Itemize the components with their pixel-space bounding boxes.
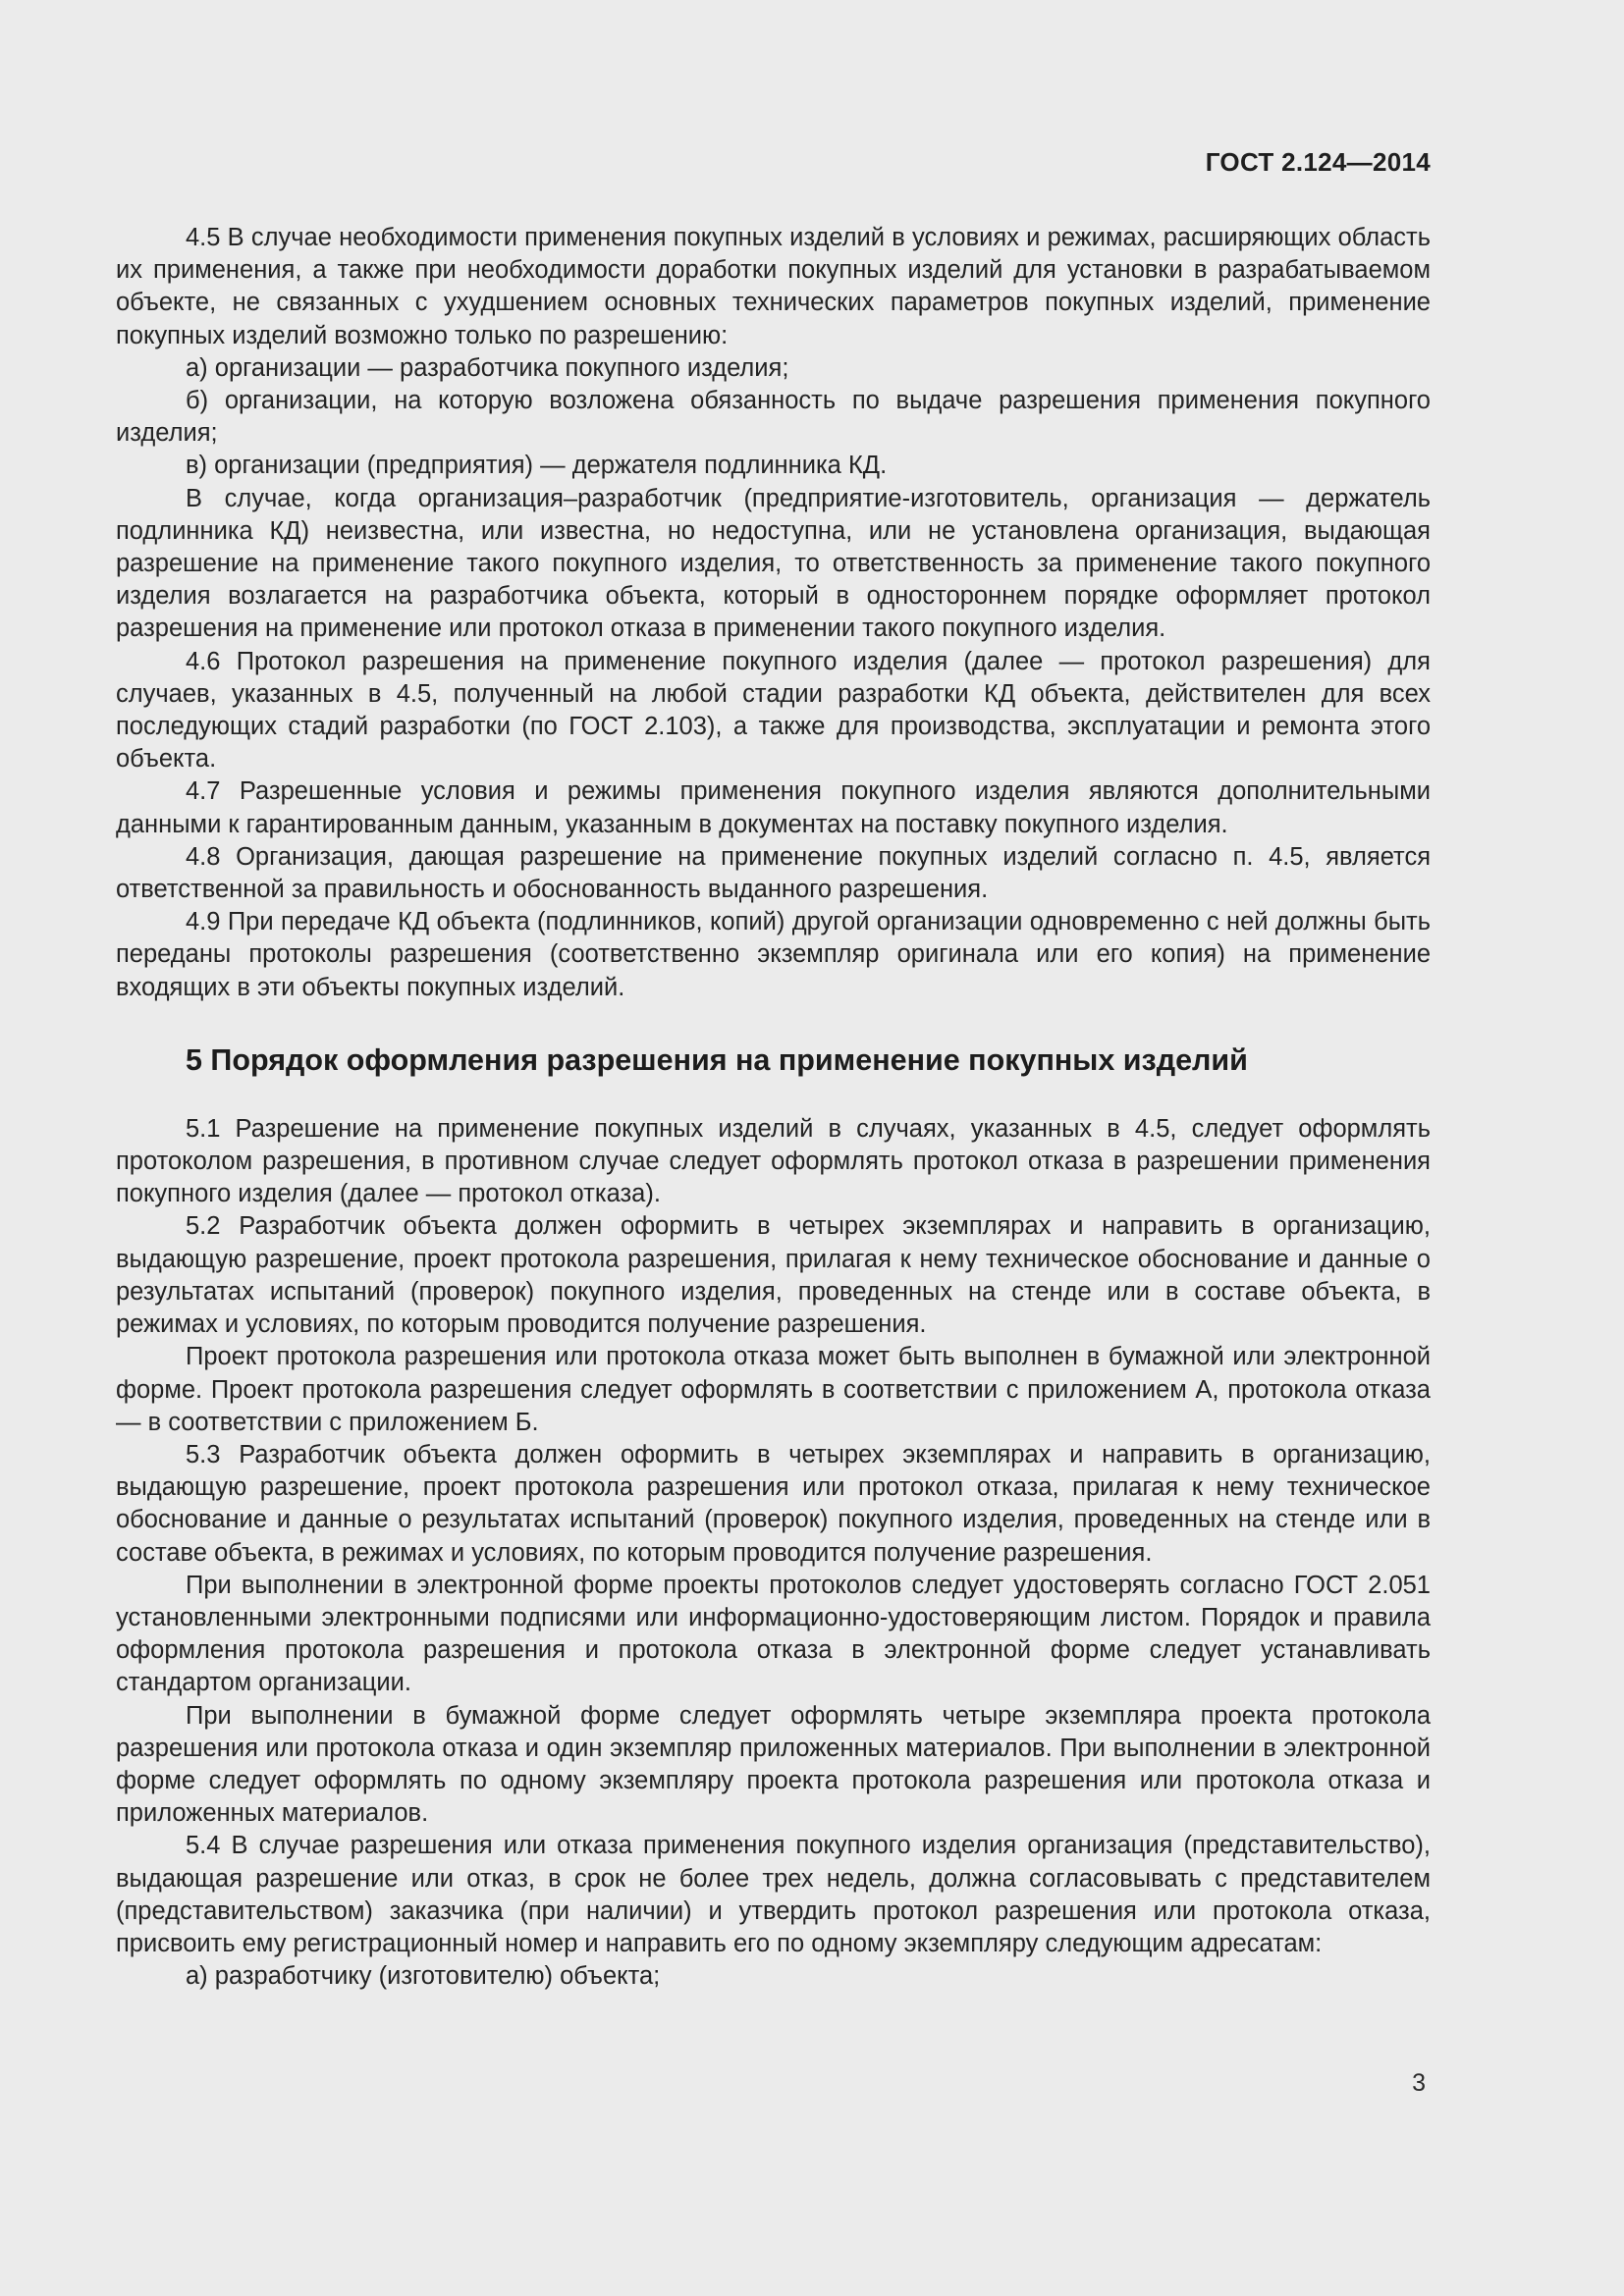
page-number: 3 bbox=[1412, 2069, 1426, 2097]
paragraph-4-9: 4.9 При передаче КД объекта (подлинников, копий) другой организации одновременно с ней должны быть переданы протоколы разрешения (соответственно экземпляр оригинала или его копия) на применение входящих в эти объекты покупных изделий. bbox=[116, 908, 1431, 1001]
paragraph-4-5: 4.5 В случае необходимости применения покупных изделий в условиях и режимах, расширяющих область их применения, а также при необходимости доработки покупных изделий для установки в разрабатываемом объекте, не связанных с ухудшением основных технических параметров покупных изделий, применение покупных изделий возможно только по разрешению: bbox=[116, 224, 1431, 349]
paragraph-responsibility: В случае, когда организация–разработчик (предприятие-изготовитель, организация — держатель подлинника КД) неизвестна, или известна, но недоступна, или не установлена организация, выдающая разрешение на применение такого покупного изделия, то ответственность за применение такого покупного изделия возлагается на разработчика объекта, который в одностороннем порядке оформляет протокол разрешения на применение или протокол отказа в применении такого покупного изделия. bbox=[116, 484, 1431, 643]
list-item-5-4-a: а) разработчику (изготовителю) объекта; bbox=[186, 1962, 661, 1991]
paragraph-5-2: 5.2 Разработчик объекта должен оформить в четырех экземплярах и направить в организацию, выдающую разрешение, проект протокола разрешения, прилагая к нему техническое обоснование и данные о результатах испытаний (проверок) покупного изделия, проведенных на стенде или в составе объекта, в режимах и условиях, по которым проводится получение разрешения. bbox=[116, 1212, 1431, 1339]
document-body bbox=[116, 222, 1431, 1993]
paragraph-5-4: 5.4 В случае разрешения или отказа применения покупного изделия организация (представительство), выдающая разрешение или отказ, в срок не более трех недель, должна согласовывать с представителем (представительством) заказчика (при наличии) и утвердить протокол разрешения или протокола отказа, присвоить ему регистрационный номер и направить его по одному экземпляру следующим адресатам: bbox=[116, 1832, 1431, 1957]
list-item-a: а) организации — разработчика покупного изделия; bbox=[186, 353, 789, 382]
paragraph-5-3: 5.3 Разработчик объекта должен оформить в четырех экземплярах и направить в организацию, выдающую разрешение, проект протокола разрешения или протокол отказа, прилагая к нему техническое обоснование и данные о результатах испытаний (проверок) покупного изделия, проведенных на стенде или в составе объекта, в режимах и условиях, по которым проводится получение разрешения. bbox=[116, 1440, 1431, 1567]
paragraph-5-3-electronic: При выполнении в электронной форме проекты протоколов следует удостоверять согласно ГОСТ 2.051 установленными электронными подписями или информационно-удостоверяющим листом. Порядок и правила оформления протокола разрешения и протокола отказа в электронной форме следует устанавливать стандартом организации. bbox=[116, 1571, 1431, 1697]
standard-header: ГОСТ 2.124—2014 bbox=[1205, 147, 1431, 177]
paragraph-4-7: 4.7 Разрешенные условия и режимы применения покупного изделия являются дополнительными данными к гарантированным данным, указанным в документах на поставку покупного изделия. bbox=[116, 777, 1431, 838]
paragraph-4-8: 4.8 Организация, дающая разрешение на применение покупных изделий согласно п. 4.5, является ответственной за правильность и обоснованность выданного разрешения. bbox=[116, 842, 1431, 904]
list-item-v: в) организации (предприятия) — держателя подлинника КД. bbox=[186, 452, 888, 480]
paragraph-5-2-form: Проект протокола разрешения или протокола отказа может быть выполнен в бумажной или электронной форме. Проект протокола разрешения следует оформлять в соответствии с приложением А, протокола отказа — в соответствии с приложением Б. bbox=[116, 1343, 1431, 1436]
paragraph-5-1: 5.1 Разрешение на применение покупных изделий в случаях, указанных в 4.5, следует оформлять протоколом разрешения, в противном случае следует оформлять протокол отказа в разрешении применения покупного изделия (далее — протокол отказа). bbox=[116, 1114, 1431, 1208]
list-item-b: б) организации, на которую возложена обязанность по выдаче разрешения применения покупного изделия; bbox=[116, 387, 1431, 448]
paragraph-4-6: 4.6 Протокол разрешения на применение покупного изделия (далее — протокол разрешения) для случаев, указанных в 4.5, полученный на любой стадии разработки КД объекта, действителен для всех последующих стадий разработки (по ГОСТ 2.103), а также для производства, эксплуатации и ремонта этого объекта. bbox=[116, 647, 1431, 774]
paragraph-5-3-paper: При выполнении в бумажной форме следует оформлять четыре экземпляра проекта протокола разрешения или протокола отказа и один экземпляр приложенных материалов. При выполнении в электронной форме следует оформлять по одному экземпляру проекта протокола разрешения или протокола отказа и приложенных материалов. bbox=[116, 1701, 1431, 1828]
section-5-title: 5 Порядок оформления разрешения на применение покупных изделий bbox=[186, 1042, 1248, 1077]
